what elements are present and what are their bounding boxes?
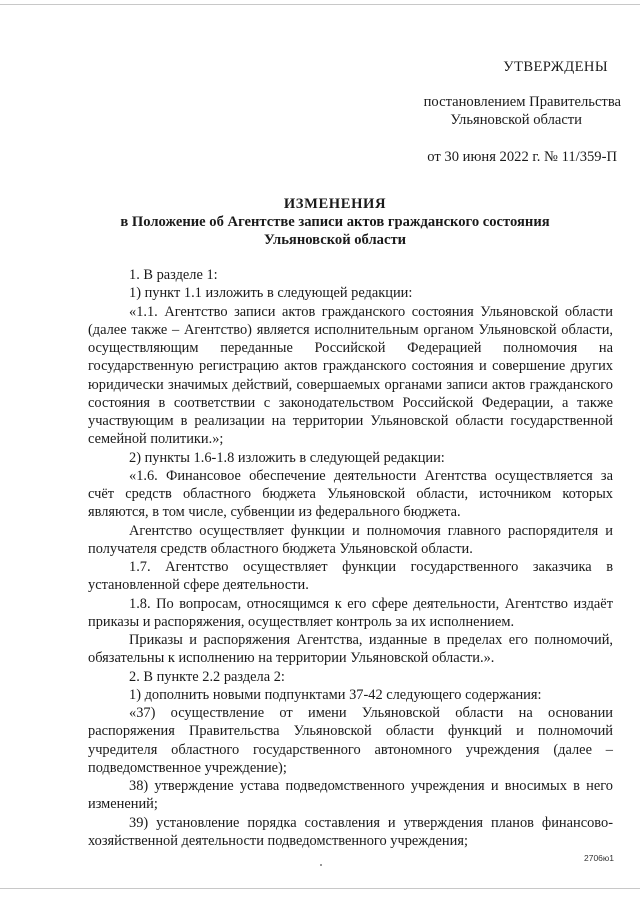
paragraph-clause-1-8: 1.8. По вопросам, относящимся к его сфере деятельности, Агентство издаёт приказы и распоряжения, осуществляет контроль за их исполнением. — [88, 595, 613, 630]
paragraph-subitem-38: 38) утверждение устава подведомственного учреждения и вносимых в него изменений; — [88, 778, 613, 813]
title-subtitle-line-2: Ульяновской области — [263, 232, 407, 248]
paragraph-section-1: 1. В разделе 1: — [129, 267, 218, 283]
decree-date: от 30 июня 2022 г. № 11/359-П — [427, 149, 617, 165]
document-title — [87, 195, 583, 249]
scan-edge-bottom — [0, 888, 640, 889]
approved-heading: УТВЕРЖДЕНЫ — [503, 59, 608, 75]
title-subtitle-line-1: в Положение об Агентстве записи актов гражданского состояния — [120, 214, 550, 230]
paragraph-item-2-1: 1) дополнить новыми подпунктами 37-42 следующего содержания: — [129, 686, 542, 703]
footer-code: 2706ю1 — [583, 853, 614, 863]
decree-line-2: Ульяновской области — [450, 112, 582, 128]
scan-dot — [320, 864, 322, 866]
paragraph-item-1: 1) пункт 1.1 изложить в следующей редакции: — [129, 285, 413, 302]
paragraph-clause-1-6: «1.6. Финансовое обеспечение деятельности Агентства осуществляется за счёт средств областного бюджета Ульяновской области, источником которых являются, в том числе, субвенции из федерального бюджета. — [88, 467, 613, 521]
paragraph-subitem-37: «37) осуществление от имени Ульяновской области на основании распоряжения Правительства Ульяновской области функций и полномочий учредителя областного государственного автономного учреждения (далее – подведомственное учреждение); — [88, 705, 613, 776]
paragraph-clause-1-1: «1.1. Агентство записи актов гражданского состояния Ульяновской области (далее также – Агентство) является исполнительным органом Ульяновской области, осуществляющим переданные Российской Федерацией полномочия на государственную регистрацию актов гражданского состояния и совершение других юридически значимых действий, совершаемых органами записи актов гражданского состояния в соответствии с законодательством Российской Федерации, а также участвующим в реализации на территории Ульяновской области государственной семейной политики.»; — [88, 303, 613, 448]
paragraph-clause-1-7: 1.7. Агентство осуществляет функции государственного заказчика в установленной сфере деятельности. — [88, 559, 613, 594]
paragraph-orders: Приказы и распоряжения Агентства, изданные в пределах его полномочий, обязательны к исполнению на территории Ульяновской области.». — [88, 632, 613, 667]
approval-block — [0, 0, 640, 170]
paragraph-subitem-39: 39) установление порядка составления и утверждения планов финансово-хозяйственной деятельности подведомственного учреждения; — [88, 814, 613, 849]
title-heading: ИЗМЕНЕНИЯ — [283, 196, 387, 212]
document-body — [88, 266, 613, 850]
decree-line-1: постановлением Правительства — [423, 94, 621, 110]
paragraph-agency-functions: Агентство осуществляет функции и полномочия главного распорядителя и получателя средств областного бюджета Ульяновской области. — [88, 522, 613, 557]
paragraph-section-2: 2. В пункте 2.2 раздела 2: — [129, 668, 285, 685]
paragraph-item-2: 2) пункты 1.6-1.8 изложить в следующей редакции: — [129, 449, 445, 466]
